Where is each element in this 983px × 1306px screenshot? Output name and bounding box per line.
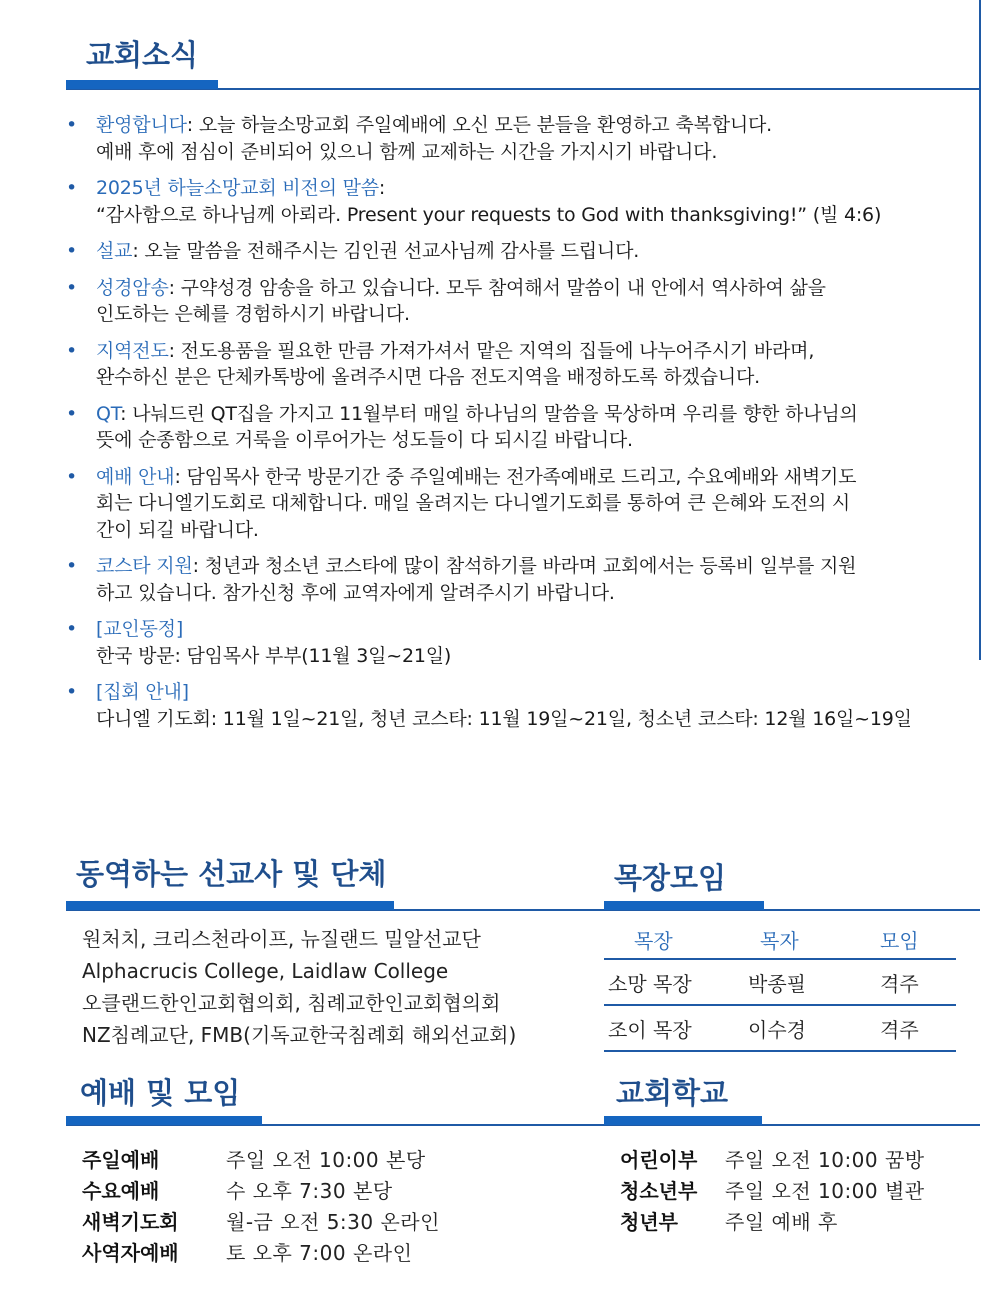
news-item-text: 구약성경 암송을 하고 있습니다. 모두 참여해서 말씀이 내 안에서 역사하여 삶을 — [174, 276, 826, 299]
news-item-label: 2025년 하늘소망교회 비전의 말씀 — [96, 177, 379, 199]
news-title: 교회소식 — [86, 38, 199, 72]
news-item-label: 설교 — [96, 240, 133, 262]
cell-groups-header: 목자 — [746, 920, 878, 959]
missions-line: 오클랜드한인교회협의회, 침례교한인교회협의회 — [82, 991, 501, 1015]
news-item-text: 간이 되길 바랍니다. — [96, 518, 259, 541]
worship-row — [82, 1175, 502, 1206]
worship-title: 예배 및 모임 — [80, 1076, 241, 1110]
school-name: 청년부 — [620, 1210, 678, 1234]
news-bar — [66, 80, 218, 89]
news-item-text: 청년과 청소년 코스타에 많이 참석하기를 바라며 교회에서는 등록비 일부를 지원 — [198, 555, 857, 577]
cell-group-leader: 박종필 — [746, 959, 878, 1005]
news-item-first-line — [96, 338, 971, 365]
worship-row — [82, 1237, 502, 1268]
school-name: 청소년부 — [620, 1179, 698, 1203]
news-item-text: 나눠드린 QT집을 가지고 11월부터 매일 하나님의 말씀을 묵상하며 우리를 향한 하나님의 — [126, 402, 858, 425]
worship-name: 사역자예배 — [82, 1241, 179, 1265]
news-item-label: 지역전도 — [96, 339, 169, 362]
news-item-label: 성경암송 — [96, 276, 169, 299]
cell-group-leader: 이수경 — [746, 1005, 878, 1051]
news-item-separator: : — [378, 177, 386, 199]
worship-time: 토 오후 7:00 온라인 — [226, 1241, 413, 1265]
news-item-text: 전도용품을 필요한 만큼 가져가셔서 맡은 지역의 집들에 나누어주시기 바라며, — [174, 339, 815, 362]
worship-row — [82, 1206, 502, 1237]
school-schedule — [620, 1144, 970, 1237]
news-item-text: 오늘 하늘소망교회 주일예배에 오신 모든 분들을 환영하고 축복합니다. — [192, 114, 773, 136]
cell-groups-bar — [604, 901, 764, 910]
news-item — [66, 275, 971, 328]
cell-group-frequency: 격주 — [878, 1005, 956, 1051]
news-item-label: [교인동정] — [96, 618, 184, 640]
cell-groups-header: 모임 — [878, 920, 956, 959]
news-item-text: 오늘 말씀을 전해주시는 김인권 선교사님께 감사를 드립니다. — [138, 240, 640, 262]
news-item-separator: : — [174, 465, 181, 488]
news-item-first-line — [96, 238, 971, 265]
news-item-label: [집회 안내] — [96, 681, 189, 703]
worship-time: 주일 오전 10:00 본당 — [226, 1148, 426, 1172]
worship-time: 월-금 오전 5:30 온라인 — [226, 1210, 440, 1234]
cell-groups-header: 목장 — [604, 920, 746, 959]
news-item-separator: : — [132, 240, 139, 262]
news-item-first-line — [96, 275, 971, 302]
news-item-text: 완수하신 분은 단체카톡방에 올려주시면 다음 전도지역을 배정하도록 하겠습니다. — [96, 366, 760, 388]
news-item — [66, 553, 971, 606]
news-item — [66, 679, 971, 732]
right-edge-line — [979, 0, 981, 660]
missions-list — [82, 923, 516, 1051]
cell-groups-table — [604, 920, 956, 1052]
news-item-separator: : — [168, 339, 175, 362]
news-item-text: 다니엘 기도회: 11월 1일~21일, 청년 코스타: 11월 19일~21일, 청소년 코스타: 12월 16일~19일 — [96, 707, 912, 730]
news-item-text: 뜻에 순종함으로 거룩을 이루어가는 성도들이 다 되시길 바랍니다. — [96, 429, 633, 451]
news-item-label: 환영합니다 — [96, 114, 187, 136]
worship-schedule — [82, 1144, 502, 1268]
news-item-label: QT — [96, 402, 121, 425]
worship-row — [82, 1144, 502, 1175]
table-row — [604, 1005, 956, 1051]
news-item — [66, 238, 971, 265]
news-item — [66, 401, 971, 454]
news-item-label: 예배 안내 — [96, 465, 175, 488]
news-item-first-line — [96, 553, 971, 580]
worship-name: 주일예배 — [82, 1148, 160, 1172]
news-item-label: 코스타 지원 — [96, 555, 193, 577]
school-bar — [604, 1116, 762, 1125]
news-item-first-line — [96, 464, 971, 491]
worship-time: 수 오후 7:30 본당 — [226, 1179, 393, 1203]
news-item-text: 하고 있습니다. 참가신청 후에 교역자에게 알려주시기 바랍니다. — [96, 581, 615, 604]
news-item — [66, 175, 971, 228]
news-item — [66, 464, 971, 544]
news-item — [66, 338, 971, 391]
news-item-separator: : — [120, 402, 127, 425]
school-time: 주일 예배 후 — [725, 1210, 838, 1234]
news-item — [66, 112, 971, 165]
news-item-text: 한국 방문: 담임목사 부부(11월 3일~21일) — [96, 644, 452, 667]
missions-line: 원처치, 크리스천라이프, 뉴질랜드 밀알선교단 — [82, 927, 481, 951]
missions-title: 동역하는 선교사 및 단체 — [76, 857, 387, 891]
news-item-text: 예배 후에 점심이 준비되어 있으니 함께 교제하는 시간을 가지시기 바랍니다. — [96, 140, 718, 163]
news-item-text: “감사함으로 하나님께 아뢰라. Present your requests to God with thanksgiving!” (빌 4:6) — [96, 203, 882, 226]
worship-name: 새벽기도회 — [82, 1210, 179, 1234]
news-item — [66, 616, 971, 669]
cell-groups-header-row — [604, 920, 956, 959]
news-item-separator: : — [192, 555, 199, 577]
school-row — [620, 1175, 970, 1206]
news-item-first-line — [96, 616, 971, 643]
news-item-text: 담임목사 한국 방문기간 중 주일예배는 전가족예배로 드리고, 수요예배와 새벽기도 — [180, 465, 857, 488]
school-time: 주일 오전 10:00 꿈방 — [725, 1148, 925, 1172]
table-row — [604, 959, 956, 1005]
worship-name: 수요예배 — [82, 1179, 160, 1203]
news-item-text: 인도하는 은혜를 경험하시기 바랍니다. — [96, 303, 410, 325]
school-row — [620, 1206, 970, 1237]
missions-bar — [66, 901, 394, 910]
news-item-first-line — [96, 679, 971, 706]
cell-group-name: 조이 목장 — [604, 1005, 746, 1051]
worship-bar — [66, 1116, 262, 1125]
news-list — [66, 112, 971, 732]
cell-group-frequency: 격주 — [878, 959, 956, 1005]
missions-line: Alphacrucis College, Laidlaw College — [82, 959, 449, 983]
school-name: 어린이부 — [620, 1148, 698, 1172]
cell-groups-title: 목장모임 — [614, 861, 727, 895]
news-item-first-line — [96, 112, 971, 139]
news-item-first-line — [96, 401, 971, 428]
news-item-text: 회는 다니엘기도회로 대체합니다. 매일 올려지는 다니엘기도회를 통하여 큰 은혜와 도전의 시 — [96, 492, 851, 514]
news-item-separator: : — [168, 276, 175, 299]
school-row — [620, 1144, 970, 1175]
school-time: 주일 오전 10:00 별관 — [725, 1179, 925, 1203]
missions-line: NZ침례교단, FMB(기독교한국침례회 해외선교회) — [82, 1023, 517, 1047]
news-item-separator: : — [186, 114, 193, 136]
school-title: 교회학교 — [616, 1076, 729, 1110]
news-item-first-line — [96, 175, 971, 202]
cell-group-name: 소망 목장 — [604, 959, 746, 1005]
